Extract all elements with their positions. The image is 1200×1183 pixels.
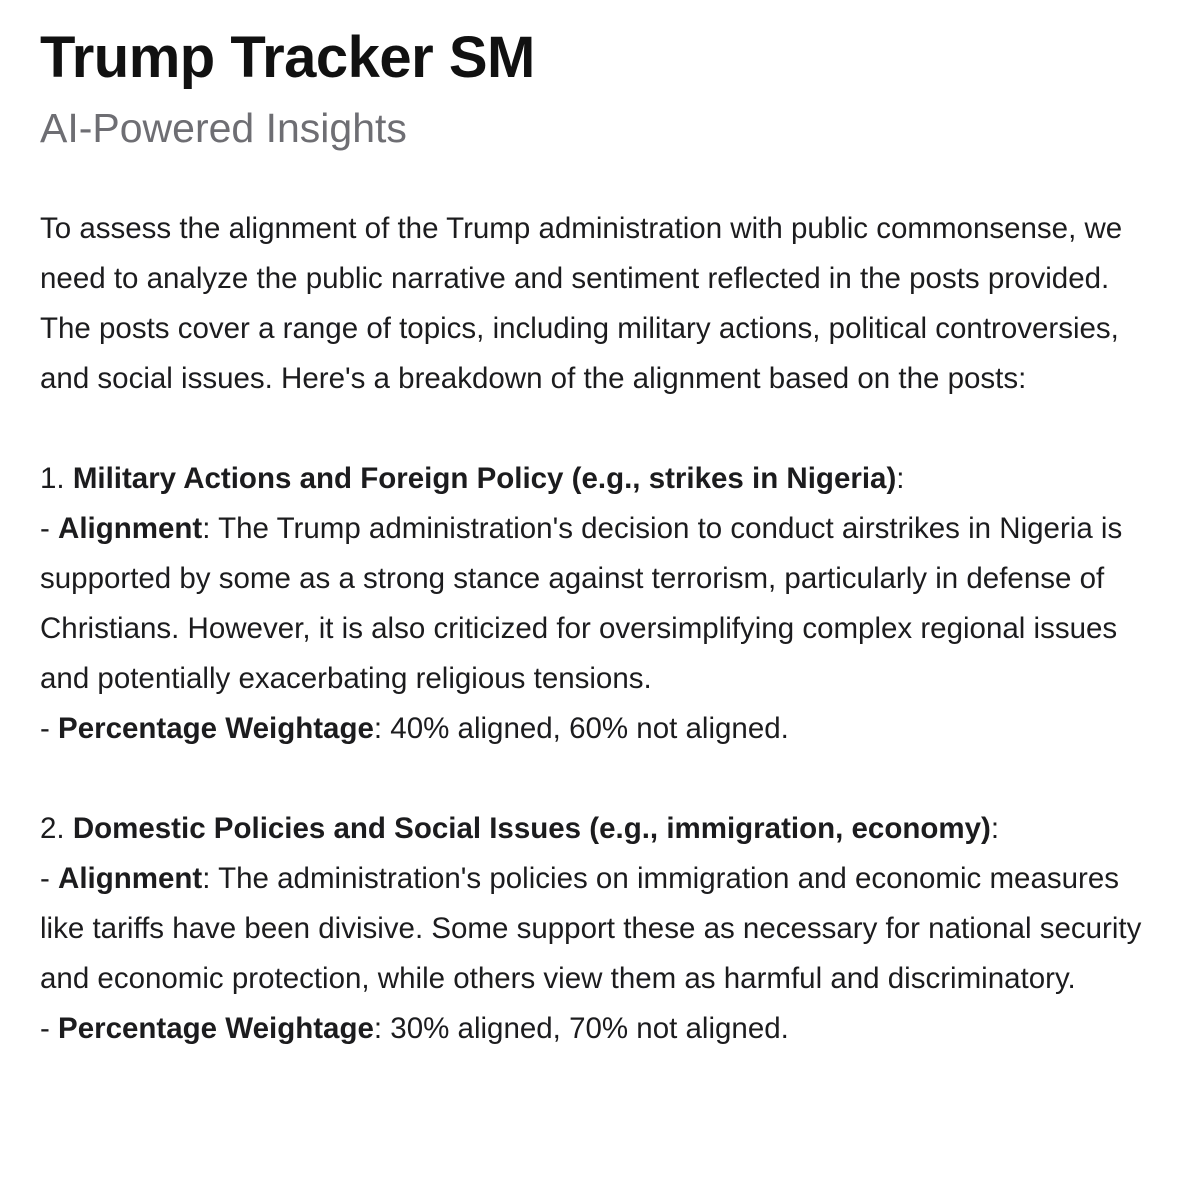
intro-paragraph: To assess the alignment of the Trump administration with public commonsense, we need to analyze the public narrative and sentiment reflected in the posts provided. The posts cover a range of topics, including military actions, political controversies, and social issues. Here's a breakdown of the alignment based on the posts: bbox=[40, 212, 1123, 395]
section-number: 2. bbox=[40, 812, 65, 845]
weightage-text: 30% aligned, 70% not aligned. bbox=[390, 1012, 789, 1045]
app-title: Trump Tracker SM bbox=[40, 25, 535, 90]
alignment-line: - Alignment: The administration's policies on immigration and economic measures like tariffs have been divisive. Some support these as necessary for national security and economic protection, while others view them as harmful and discriminatory. bbox=[40, 862, 1142, 995]
weightage-text: 40% aligned, 60% not aligned. bbox=[390, 712, 789, 745]
alignment-text: The administration's policies on immigration and economic measures like tariffs have been divisive. Some support these as necessary for national security and economic protection, while others view them as harmful and discriminatory. bbox=[40, 862, 1142, 995]
weightage-label: Percentage Weightage bbox=[58, 712, 374, 745]
section-title: Military Actions and Foreign Policy (e.g., strikes in Nigeria) bbox=[72, 462, 897, 495]
weightage-line: - Percentage Weightage: 40% aligned, 60% not aligned. bbox=[40, 712, 789, 745]
weightage-line: - Percentage Weightage: 30% aligned, 70% not aligned. bbox=[40, 1012, 789, 1045]
section-number: 1. bbox=[40, 462, 65, 495]
section-title: Domestic Policies and Social Issues (e.g., immigration, economy) bbox=[72, 812, 991, 845]
alignment-label: Alignment bbox=[58, 512, 203, 545]
alignment-text: The Trump administration's decision to conduct airstrikes in Nigeria is supported by some as a strong stance against terrorism, particularly in defense of Christians. However, it is also criticized for oversimplifying complex regional issues and potentially exacerbating religious tensions. bbox=[40, 512, 1123, 695]
section-domestic bbox=[40, 804, 1165, 1054]
section-heading: 1. Military Actions and Foreign Policy (e.g., strikes in Nigeria): bbox=[40, 462, 905, 495]
insights-content bbox=[40, 204, 1165, 1054]
weightage-label: Percentage Weightage bbox=[58, 1012, 374, 1045]
app-subtitle: AI-Powered Insights bbox=[40, 105, 407, 151]
alignment-line: - Alignment: The Trump administration's decision to conduct airstrikes in Nigeria is supported by some as a strong stance against terrorism, particularly in defense of Christians. However, it is also criticized for oversimplifying complex regional issues and potentially exacerbating religious tensions. bbox=[40, 512, 1123, 695]
section-military bbox=[40, 454, 1165, 754]
section-heading: 2. Domestic Policies and Social Issues (e.g., immigration, economy): bbox=[40, 812, 1000, 845]
alignment-label: Alignment bbox=[58, 862, 203, 895]
